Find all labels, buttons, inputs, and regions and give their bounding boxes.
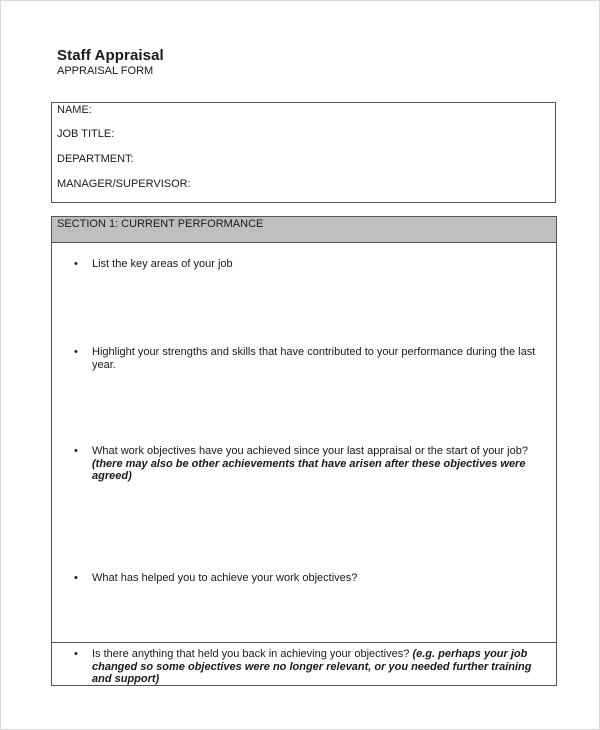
section-1-header bbox=[52, 217, 556, 243]
department-label: DEPARTMENT: bbox=[57, 153, 134, 165]
employee-info-box bbox=[51, 102, 556, 203]
job-title-label: JOB TITLE: bbox=[57, 128, 115, 140]
question-strengths bbox=[74, 346, 550, 371]
bullet-icon: • bbox=[74, 346, 78, 358]
bullet-icon: • bbox=[74, 258, 78, 270]
question-key-areas bbox=[74, 258, 550, 271]
question-held-back bbox=[74, 648, 550, 686]
section-1-box bbox=[51, 216, 557, 686]
question-helped bbox=[74, 572, 550, 585]
question-text bbox=[92, 445, 550, 483]
question-objectives-achieved bbox=[74, 445, 550, 483]
question-note: (e.g. perhaps your job changed so some objectives were no longer relevant, or you needed further training and support) bbox=[92, 648, 532, 685]
document-title: Staff Appraisal bbox=[57, 47, 164, 64]
bullet-icon: • bbox=[74, 445, 78, 457]
question-text: What has helped you to achieve your work objectives? bbox=[92, 572, 358, 584]
question-note: (there may also be other achievements that have arisen after these objectives were agreed) bbox=[92, 457, 526, 482]
bullet-icon: • bbox=[74, 572, 78, 584]
question-text: List the key areas of your job bbox=[92, 258, 233, 270]
manager-supervisor-label: MANAGER/SUPERVISOR: bbox=[57, 178, 191, 190]
document-subtitle: APPRAISAL FORM bbox=[57, 65, 154, 77]
section-divider bbox=[52, 642, 556, 643]
bullet-icon: • bbox=[74, 648, 78, 660]
question-text: Highlight your strengths and skills that have contributed to your performance during the last year. bbox=[92, 346, 536, 371]
section-1-title: SECTION 1: CURRENT PERFORMANCE bbox=[57, 218, 264, 230]
name-label: NAME: bbox=[57, 104, 92, 116]
question-main: What work objectives have you achieved since your last appraisal or the start of your job? bbox=[92, 445, 528, 457]
question-text bbox=[92, 648, 550, 686]
question-main: Is there anything that held you back in achieving your objectives? bbox=[92, 648, 410, 660]
